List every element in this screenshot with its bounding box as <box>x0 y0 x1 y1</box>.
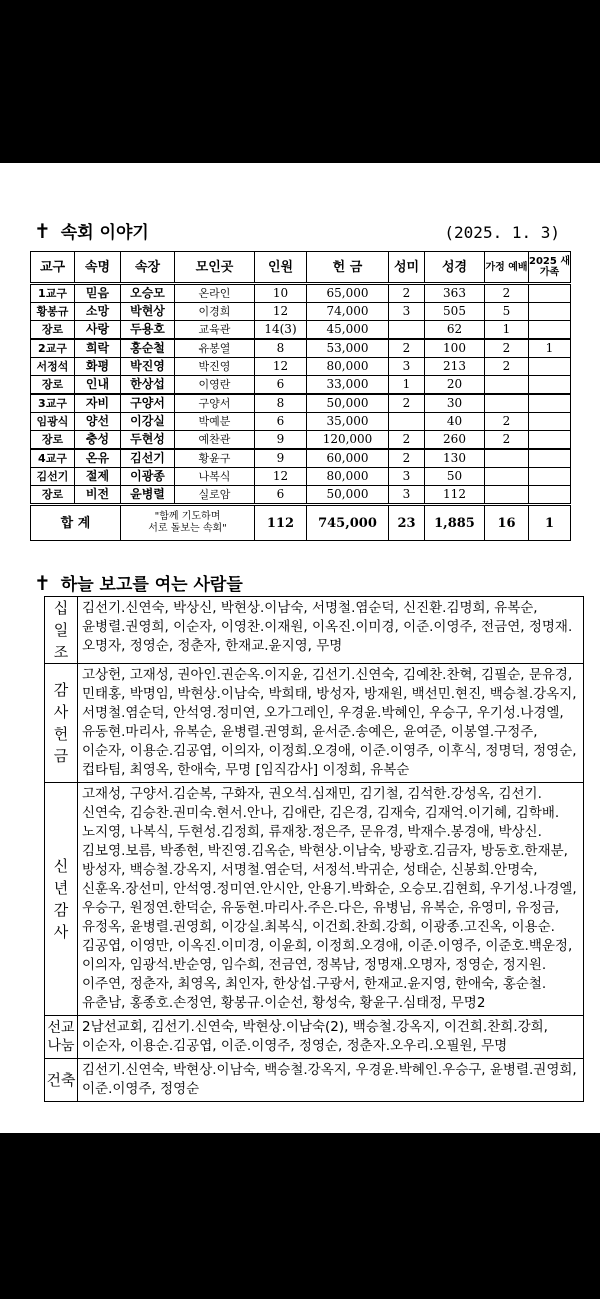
total-label: 합 계 <box>31 505 121 541</box>
new-family-count <box>529 321 571 340</box>
offering-row <box>45 783 584 1016</box>
column-header: 2025 새가족 <box>529 252 571 284</box>
home-worship-count <box>485 449 529 468</box>
home-worship-count: 2 <box>485 339 529 358</box>
offering-amount: 65,000 <box>307 284 389 303</box>
home-worship-count: 5 <box>485 303 529 321</box>
cell-name: 충성 <box>75 431 121 450</box>
table-row <box>31 376 571 395</box>
cell-name: 화평 <box>75 358 121 376</box>
offering-row <box>45 664 584 783</box>
people-count: 9 <box>255 449 307 468</box>
cell-leader: 한상섭 <box>121 376 175 395</box>
cell-leader: 두용호 <box>121 321 175 340</box>
people-count: 12 <box>255 468 307 486</box>
total-rice: 23 <box>389 505 425 541</box>
cell-name: 비전 <box>75 486 121 505</box>
home-worship-count: 2 <box>485 413 529 431</box>
district-label: 3교구 <box>31 394 75 413</box>
table-row <box>31 321 571 340</box>
column-header: 교구 <box>31 252 75 284</box>
section-title-offering <box>34 570 243 595</box>
rice-count: 3 <box>389 486 425 505</box>
offering-amount: 53,000 <box>307 339 389 358</box>
total-home-worship: 16 <box>485 505 529 541</box>
section-title: 속회 이야기 <box>60 223 149 243</box>
total-new-family: 1 <box>529 505 571 541</box>
rice-count <box>389 413 425 431</box>
offering-amount: 74,000 <box>307 303 389 321</box>
cell-leader: 오승모 <box>121 284 175 303</box>
people-count: 6 <box>255 376 307 395</box>
offering-amount: 33,000 <box>307 376 389 395</box>
bible-count: 363 <box>425 284 485 303</box>
offering-category: 건축 <box>45 1059 78 1102</box>
report-date: (2025. 1. 3) <box>444 223 560 242</box>
bible-count: 100 <box>425 339 485 358</box>
cell-group-table <box>30 251 571 541</box>
bulletin-page <box>0 163 600 1133</box>
cell-name: 희락 <box>75 339 121 358</box>
new-family-count <box>529 413 571 431</box>
cell-leader: 박현상 <box>121 303 175 321</box>
rice-count <box>389 321 425 340</box>
rice-count: 3 <box>389 358 425 376</box>
rice-count: 2 <box>389 449 425 468</box>
table-row <box>31 339 571 358</box>
cell-leader: 김선기 <box>121 449 175 468</box>
cell-leader: 홍순철 <box>121 339 175 358</box>
district-label: 황봉규 <box>31 303 75 321</box>
column-header: 모인곳 <box>175 252 255 284</box>
people-count: 8 <box>255 394 307 413</box>
bible-count: 260 <box>425 431 485 450</box>
new-family-count <box>529 376 571 395</box>
district-label: 임광식 <box>31 413 75 431</box>
rice-count: 3 <box>389 468 425 486</box>
rice-count: 2 <box>389 431 425 450</box>
offering-category: 신 년 감 사 <box>45 783 78 1016</box>
cell-name: 양선 <box>75 413 121 431</box>
new-family-count <box>529 486 571 505</box>
meeting-place: 이경희 <box>175 303 255 321</box>
offering-table <box>44 596 584 1102</box>
offering-row <box>45 1059 584 1102</box>
rice-count: 2 <box>389 394 425 413</box>
home-worship-count: 2 <box>485 431 529 450</box>
people-count: 12 <box>255 303 307 321</box>
offering-category: 감 사 헌 금 <box>45 664 78 783</box>
donor-names: 고상헌, 고재성, 권아인.권순옥.이지윤, 김선기.신연숙, 김예찬.찬혁, 김필순, 문유경, 민태홍, 박명임, 박현상.이남숙, 박희태, 방성자, 방재원, 백선민.현진, 백승철.강옥지, 서명철.염순덕, 안석영.정미연, 오가그레인, 우경윤.박혜인, 우승구, 우기성.나경엘, 유동현.마리사, 유복순, 윤병렬.권영희, 윤서준.송예은, 윤여준, 이봉열.구정주, 이순자, 이용순.김공엽, 이의자, 이정희.오경애, 이준.이영주, 이후식, 정명덕, 정영순, 컵타팀, 최영옥, 한애숙, 무명 [임직감사] 이정희, 유복순 <box>78 664 584 783</box>
district-label: 장로 <box>31 321 75 340</box>
people-count: 10 <box>255 284 307 303</box>
bible-count: 130 <box>425 449 485 468</box>
cell-leader: 두현성 <box>121 431 175 450</box>
offering-row <box>45 597 584 664</box>
new-family-count <box>529 431 571 450</box>
column-header: 성경 <box>425 252 485 284</box>
meeting-place: 온라인 <box>175 284 255 303</box>
district-label: 김선기 <box>31 468 75 486</box>
district-label: 장로 <box>31 486 75 505</box>
home-worship-count <box>485 376 529 395</box>
meeting-place: 실로암 <box>175 486 255 505</box>
bible-count: 40 <box>425 413 485 431</box>
meeting-place: 박예분 <box>175 413 255 431</box>
offering-row <box>45 1016 584 1059</box>
donor-names: 김선기.신연숙, 박상신, 박현상.이남숙, 서명철.염순덕, 신진환.김명희, 유복순, 윤병렬.권영희, 이순자, 이영찬.이재원, 이옥진.이미경, 이준.이영주, 전금연, 정명재.오명자, 정영순, 정춘자, 한재교.윤지영, 무명 <box>78 597 584 664</box>
offering-category: 선교 나눔 <box>45 1016 78 1059</box>
district-label: 2교구 <box>31 339 75 358</box>
home-worship-count: 2 <box>485 358 529 376</box>
offering-category: 십 일 조 <box>45 597 78 664</box>
cell-name: 자비 <box>75 394 121 413</box>
offering-amount: 45,000 <box>307 321 389 340</box>
district-label: 장로 <box>31 431 75 450</box>
rice-count: 3 <box>389 303 425 321</box>
new-family-count <box>529 449 571 468</box>
people-count: 6 <box>255 486 307 505</box>
cell-leader: 이강실 <box>121 413 175 431</box>
offering-amount: 80,000 <box>307 468 389 486</box>
total-bible: 1,885 <box>425 505 485 541</box>
meeting-place: 황윤구 <box>175 449 255 468</box>
bible-count: 50 <box>425 468 485 486</box>
cell-leader: 박진영 <box>121 358 175 376</box>
donor-names: 2남선교회, 김선기.신연숙, 박현상.이남숙(2), 백승철.강옥지, 이건희.찬희.강희, 이순자, 이용순.김공엽, 이준.이영주, 정영순, 정춘자.오우리.오필원, 무명 <box>78 1016 584 1059</box>
people-count: 12 <box>255 358 307 376</box>
meeting-place: 박진영 <box>175 358 255 376</box>
table-row <box>31 303 571 321</box>
people-count: 8 <box>255 339 307 358</box>
offering-amount: 120,000 <box>307 431 389 450</box>
district-label: 1교구 <box>31 284 75 303</box>
bible-count: 20 <box>425 376 485 395</box>
table-row <box>31 449 571 468</box>
people-count: 14(3) <box>255 321 307 340</box>
offering-amount: 35,000 <box>307 413 389 431</box>
home-worship-count <box>485 394 529 413</box>
cross-icon: ✝ <box>34 218 51 243</box>
cell-name: 소망 <box>75 303 121 321</box>
cell-name: 믿음 <box>75 284 121 303</box>
new-family-count <box>529 303 571 321</box>
new-family-count <box>529 394 571 413</box>
table-row <box>31 284 571 303</box>
cell-leader: 윤병렬 <box>121 486 175 505</box>
column-header: 속명 <box>75 252 121 284</box>
cell-leader: 구양서 <box>121 394 175 413</box>
new-family-count: 1 <box>529 339 571 358</box>
total-people: 112 <box>255 505 307 541</box>
donor-names: 고재성, 구양서.김순복, 구화자, 권오석.심재민, 김기철, 김석한.강성옥, 김선기.신연숙, 김승찬.권미숙.현서.안나, 김애란, 김은경, 김재숙, 김재억.이기혜, 김학배.노지영, 나복식, 두현성.김정희, 류재창.정은주, 문유경, 박재수.봉경애, 박상신.김보영.보름, 박종현, 박진영.김옥순, 박현상.이남숙, 방광호.김금자, 방동호.한재분, 방성자, 백승철.강옥지, 서명철.염순덕, 서정석.박귀순, 성태순, 신봉희.안명숙, 신훈옥.장선미, 안석영.정미연.안시안, 안용기.박화순, 오승모.김현희, 우기성.나경엘, 우승구, 원정연.한덕순, 유동현.마리사.주은.다은, 유병님, 유복순, 유영미, 유정금, 유정옥, 윤병렬.권영희, 이강실.최복식, 이건희.찬희.강희, 이광종.고진옥, 이용순.김공엽, 이영만, 이옥진.이미경, 이윤희, 이정희.오경애, 이준.이영주, 이준호.백운정, 이의자, 임광석.반순영, 임수희, 전금연, 정복남, 정명재.오명자, 정영순, 정지원.이주연, 정춘자, 최영옥, 최인자, 한상섭.구광서, 한재교.윤지영, 한애숙, 홍순철.유춘남, 홍종호.손정연, 황봉규.이순선, 황성숙, 황윤구.심태정, 무명2 <box>78 783 584 1016</box>
table-row <box>31 468 571 486</box>
home-worship-count <box>485 468 529 486</box>
cell-name: 사랑 <box>75 321 121 340</box>
column-header: 가정 예배 <box>485 252 529 284</box>
people-count: 9 <box>255 431 307 450</box>
new-family-count <box>529 284 571 303</box>
table-row <box>31 413 571 431</box>
offering-amount: 60,000 <box>307 449 389 468</box>
section-title-cell-group <box>34 218 149 243</box>
donor-names: 김선기.신연숙, 박현상.이남숙, 백승철.강옥지, 우경윤.박혜인.우승구, 윤병렬.권영희, 이준.이영주, 정영순 <box>78 1059 584 1102</box>
offering-amount: 80,000 <box>307 358 389 376</box>
cell-name: 절제 <box>75 468 121 486</box>
column-header: 속장 <box>121 252 175 284</box>
cell-name: 인내 <box>75 376 121 395</box>
district-label: 서정석 <box>31 358 75 376</box>
meeting-place: 구양서 <box>175 394 255 413</box>
rice-count: 1 <box>389 376 425 395</box>
meeting-place: 나복식 <box>175 468 255 486</box>
meeting-place: 예찬관 <box>175 431 255 450</box>
meeting-place: 교육관 <box>175 321 255 340</box>
meeting-place: 유봉열 <box>175 339 255 358</box>
section-title: 하늘 보고를 여는 사람들 <box>60 575 243 595</box>
bible-count: 62 <box>425 321 485 340</box>
home-worship-count: 1 <box>485 321 529 340</box>
bible-count: 112 <box>425 486 485 505</box>
table-row <box>31 358 571 376</box>
column-header: 성미 <box>389 252 425 284</box>
total-row <box>31 505 571 541</box>
offering-amount: 50,000 <box>307 486 389 505</box>
cell-leader: 이광종 <box>121 468 175 486</box>
bible-count: 505 <box>425 303 485 321</box>
district-label: 4교구 <box>31 449 75 468</box>
new-family-count <box>529 358 571 376</box>
table-row <box>31 431 571 450</box>
table-row <box>31 394 571 413</box>
district-label: 장로 <box>31 376 75 395</box>
rice-count: 2 <box>389 339 425 358</box>
rice-count: 2 <box>389 284 425 303</box>
home-worship-count <box>485 486 529 505</box>
home-worship-count: 2 <box>485 284 529 303</box>
table-row <box>31 486 571 505</box>
total-offering: 745,000 <box>307 505 389 541</box>
cross-icon: ✝ <box>34 570 51 595</box>
column-header: 인원 <box>255 252 307 284</box>
people-count: 6 <box>255 413 307 431</box>
meeting-place: 이영란 <box>175 376 255 395</box>
bible-count: 213 <box>425 358 485 376</box>
column-header: 헌 금 <box>307 252 389 284</box>
cell-name: 온유 <box>75 449 121 468</box>
slogan: "함께 기도하며 서로 돌보는 속회" <box>121 505 255 541</box>
offering-amount: 50,000 <box>307 394 389 413</box>
bible-count: 30 <box>425 394 485 413</box>
new-family-count <box>529 468 571 486</box>
